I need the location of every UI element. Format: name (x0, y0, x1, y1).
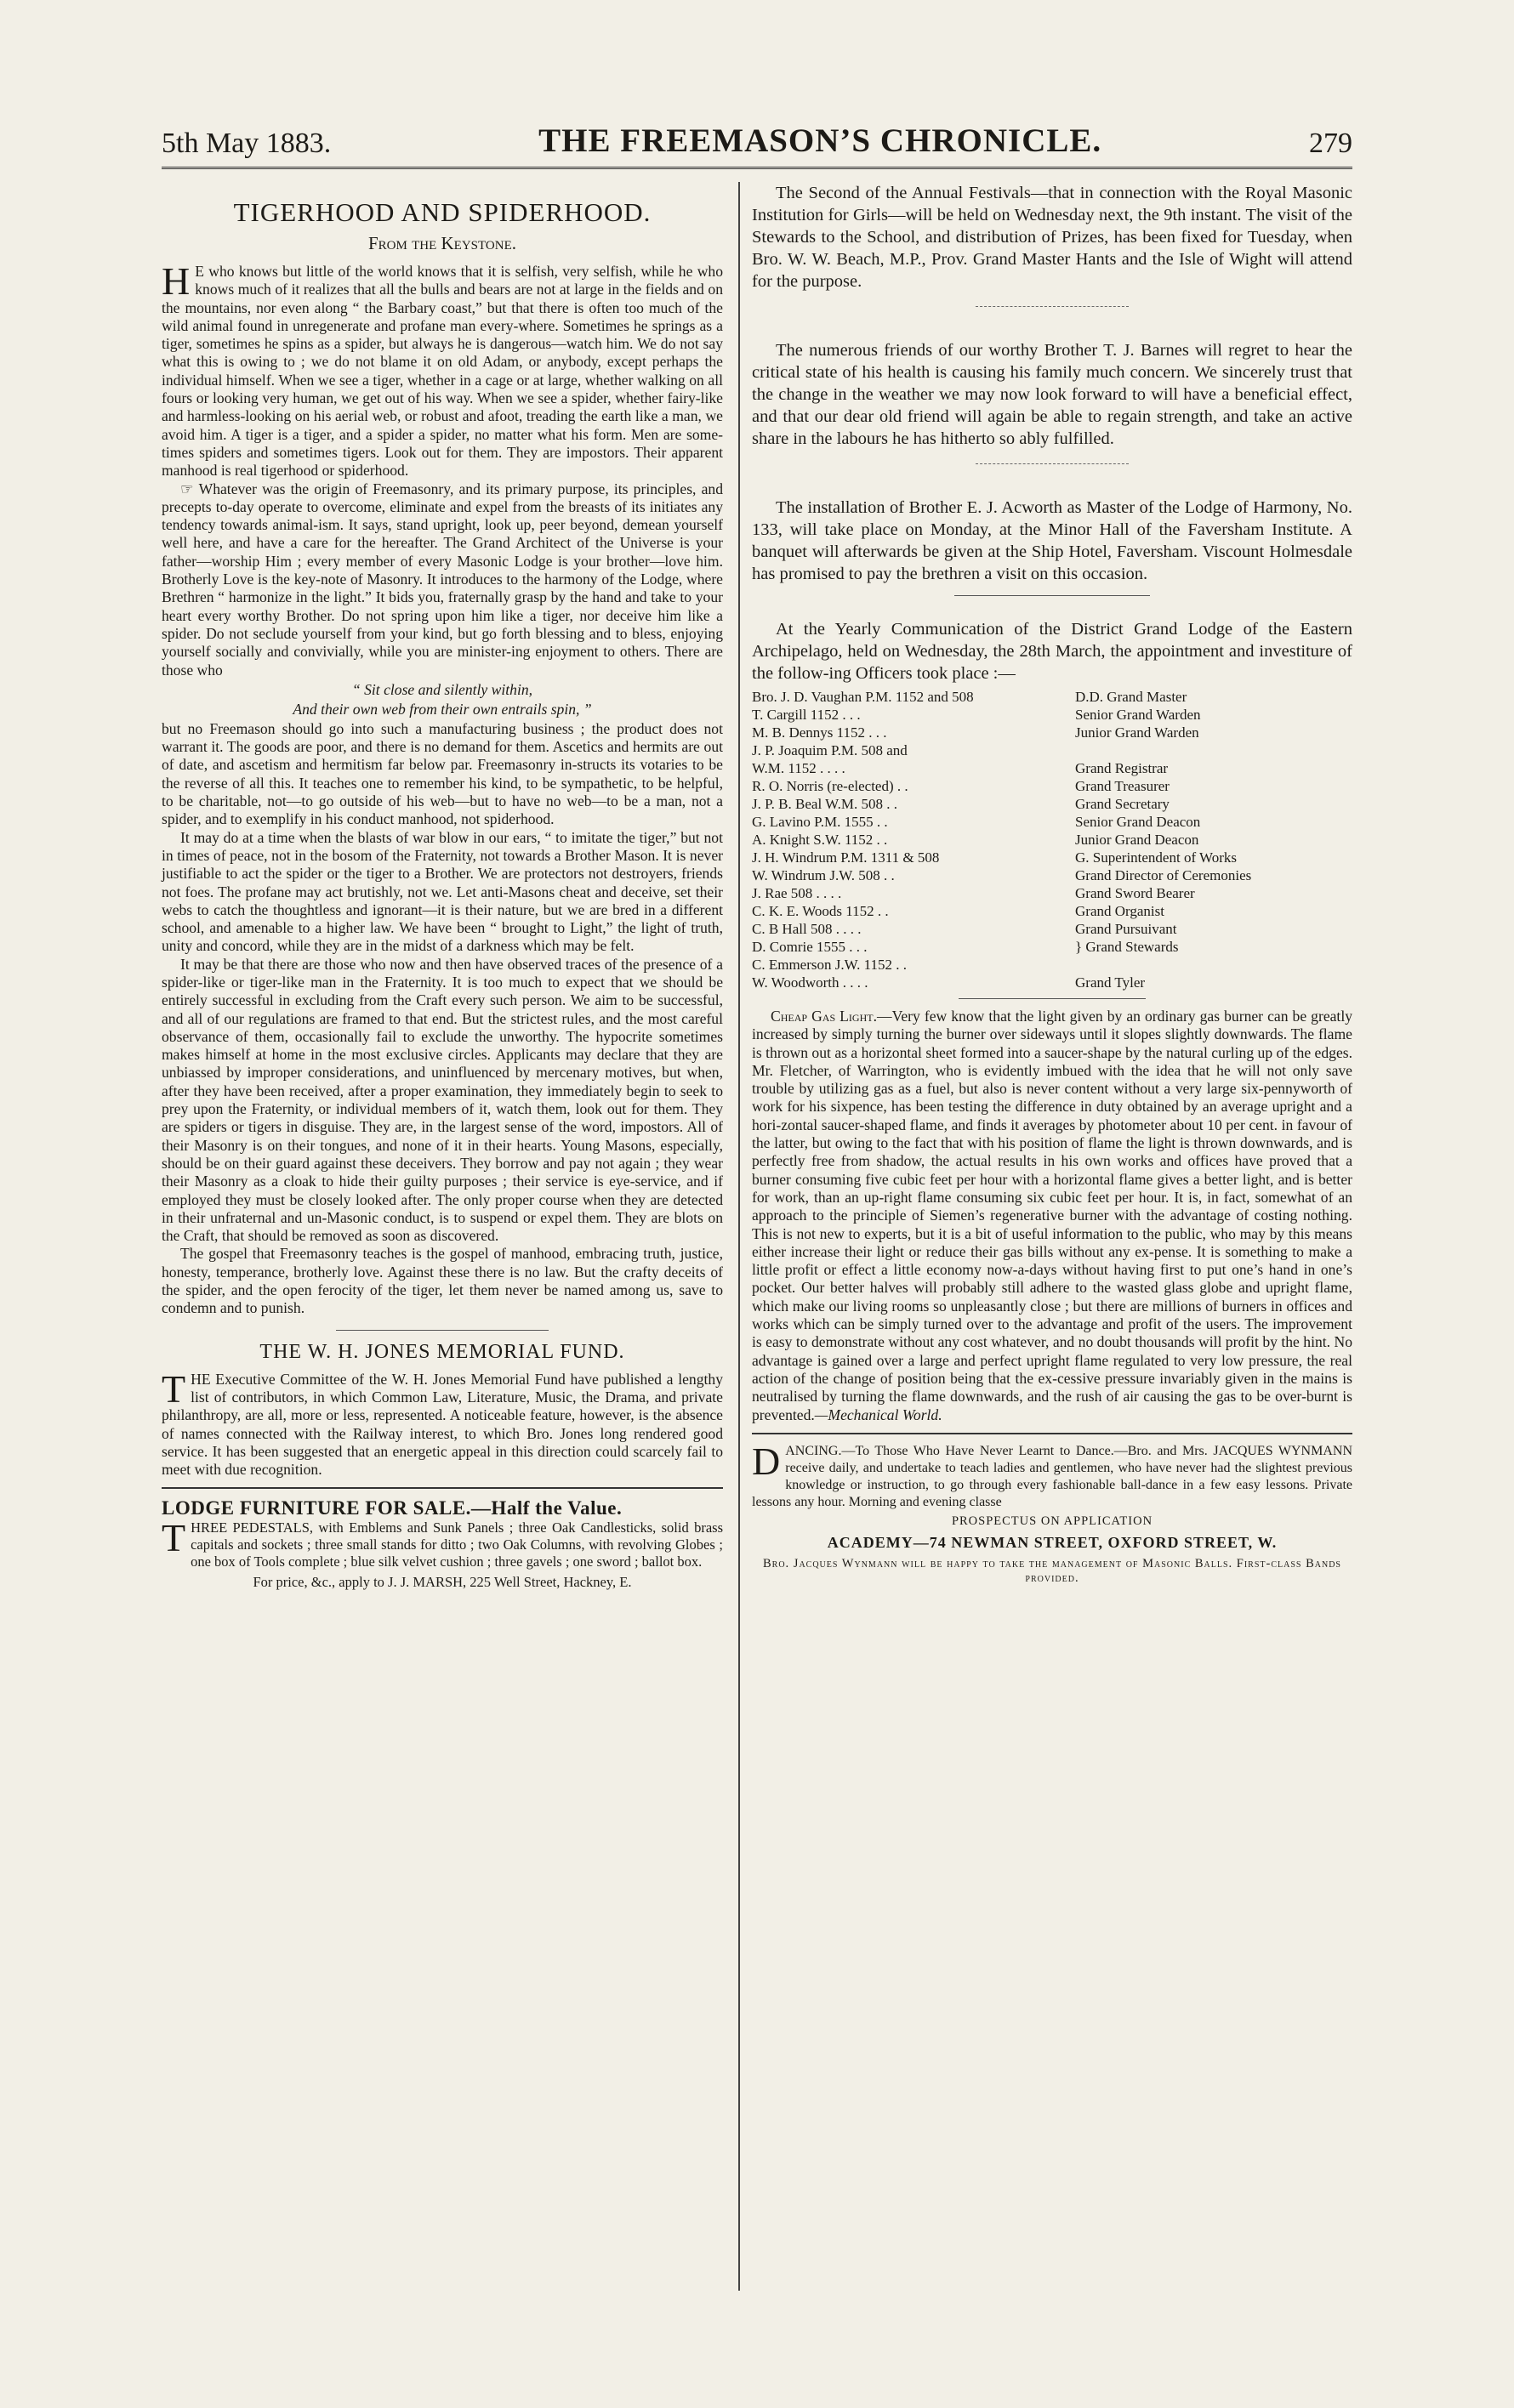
officer-name: M. B. Dennys 1152 . . . (752, 724, 887, 741)
article-title-tigerhood: TIGERHOOD AND SPIDERHOOD. (233, 197, 652, 227)
officer-row (752, 795, 1352, 813)
officer-rank: G. Superintendent of Works (1075, 849, 1238, 866)
officer-rank: D.D. Grand Master (1075, 689, 1187, 705)
officer-rank: Junior Grand Warden (1075, 724, 1199, 741)
officer-name: Bro. J. D. Vaughan P.M. 1152 and 508 (752, 689, 974, 705)
paragraph: Cheap Gas Light.—Very few know that the light given by an ordinary gas burner can be greatly increased by simply turning the burner over sideways until it slopes slightly downwards. The flame is thrown out as a horizontal sheet formed into a saucer-shape by the natural curling up of the edges. Mr. Fletcher, of Warrington, who is evidently imbued with the idea that he will not only save trouble by utilizing gas as a fuel, but also is never content without a very large six-pennyworth of work for his sixpence, has been testing the difference in duty obtained by an average upright and a hori-zontal saucer-shaped flame, and finds it averages by photometer about 10 per cent. in favour of the latter, but owing to the fact that with his position of flame the light is thrown downwards, and is perfectly free from shadow, the actual results in his own works and offices have proved that a burner consuming five cubic feet per hour with a horizontal flame gives a better light, and is better for work, than an up-right flame consuming six cubic feet per hour. It is, in fact, somewhat of an approach to the principle of Siemen’s regenerative burner with the advantage of costing nothing. This is not new to experts, but it is a bit of useful information to the public, who may by this means either increase their light or reduce their gas bills without any ex-pense. It is something to make a little profit or effect a little economy now-a-days without having first to put one’s hand in one’s pocket. Our better halves will probably still adhere to the wasted glass globe and upright flame, which make our living rooms so unpleasantly close ; but there are millions of burners in offices and works which can be simply turned over to the advantage and profit of the users. The improvement is easy to demonstrate without any cost whatever, and no doubt thousands will profit by the hint. No advantage is gained over a large and perfect upright flame regulated to very low pressure, the real action of the change of position being that the ex-cessive pressure invariably given in the mains is neutralised by turning the flame downwards, and the rush of air causing the gas to be over-burnt is prevented.—Mechanical World. (752, 1008, 1353, 1423)
officer-row (752, 831, 1352, 849)
note-acworth: The installation of Brother E. J. Acworth as Master of the Lodge of Harmony, No. 133, will take place on Monday, at the Minor Hall of the Faversham Institute. A banquet will afterwards be given at the Ship Hotel, Faversham. Viscount Holmesdale has promised to pay the brethren a visit on this occasion. (752, 498, 1352, 583)
drop-cap: H (162, 259, 191, 303)
advert-contact: For price, &c., apply to J. J. MARSH, 225 Well Street, Hackney, E. (253, 1574, 632, 1591)
paragraph: The gospel that Freemasonry teaches is the gospel of manhood, embracing truth, justice, honesty, temperance, brotherly love. Against these there is no law. But the crafty deceits of the spider, and the open ferocity of the tiger, let them never be named among us, save to condemn and to punish. (162, 1245, 723, 1317)
advert-footer: Bro. Jacques Wynmann will be happy to take the management of Masonic Balls. First-class Bands provided. (762, 1556, 1341, 1585)
advert-academy: ACADEMY—74 NEWMAN STREET, OXFORD STREET, W. (827, 1533, 1278, 1551)
officer-rank: Grand Director of Ceremonies (1075, 867, 1252, 883)
officer-rank: Grand Pursuivant (1075, 921, 1177, 937)
article-body-tigerhood (162, 259, 723, 1318)
officer-rank: Grand Tyler (1075, 974, 1146, 991)
officer-row (752, 938, 1352, 956)
left-column (162, 182, 723, 1591)
advert-body: DANCING.—To Those Who Have Never Learnt to Dance.—Bro. and Mrs. JACQUES WYNMANN receive daily, and undertake to teach ladies and gentlemen, who have never had the slightest previous knowledge or instruction, to go through every fashionable ball-dance in a few easy lessons. Private lessons any hour. Morning and evening classe (752, 1439, 1352, 1509)
article-title-jones-fund: THE W. H. JONES MEMORIAL FUND. (259, 1340, 625, 1363)
officer-rank: Grand Registrar (1075, 760, 1169, 776)
officer-row (752, 920, 1352, 938)
officer-row (752, 884, 1352, 902)
officer-row (752, 741, 1352, 759)
drop-cap: T (162, 1366, 186, 1411)
advert-body: THREE PEDESTALS, with Emblems and Sunk Panels ; three Oak Candlesticks, solid brass capitals and sockets ; three small stands for ditto ; two Oak Columns, with revolving Globes ; one box of Tools complete ; blue silk velvet cushion ; three gavels ; one sword ; ballot box. (162, 1516, 723, 1570)
note-district-grand-lodge: At the Yearly Communication of the District Grand Lodge of the Eastern Archipelago, held on Wednesday, the 28th March, the appointment and investiture of the follow-ing Officers took place :— (752, 620, 1352, 683)
officer-rank: Junior Grand Deacon (1075, 832, 1199, 848)
masthead-rule (162, 167, 1352, 169)
column-divider (738, 182, 740, 2291)
lead-in: Cheap Gas Light. (771, 1008, 877, 1025)
officer-row (752, 777, 1352, 795)
paragraph: H E who knows but little of the world knows that it is selfish, very selfish, while he who knows much of it realizes that all the bulls and bears are not at large in the fields and on the mountains, nor even along “ the Barbary coast,” but that there is often too much of the wild animal found in unregenerate and profane man every-where. Sometimes he springs as a tiger, sometimes he spins as a spider, but always he is dangerous—watch him. We do not say what this is owing to ; we do not blame it on old Adam, or anybody, except perhaps the individual himself. When we see a tiger, whether in a cage or at large, whether walking on all fours or looking very human, we get out of his way. When we see a spider, whether fairy-like and harmless-looking on his aerial web, or robust and afoot, treading the earth like a man, we avoid him. A tiger is a tiger, and a spider a spider, no matter what his form. Men are some-times spiders and sometimes tigers. Look out for them. They are impostors. Their apparent manhood is real tigerhood or spiderhood. (162, 259, 723, 480)
officer-rank: Grand Secretary (1075, 796, 1170, 812)
officer-rank: Grand Organist (1075, 903, 1164, 919)
verse-line: “ Sit close and silently within, (351, 680, 533, 698)
note-barnes: The numerous friends of our worthy Brother T. J. Barnes will regret to hear the critical state of his health is causing his family much concern. We sincerely trust that the change in the weather we may now look forward to will have a beneficial effect, and that our dear old friend will again be able to regain strength, and take an active share in the labours he has hitherto so ably fulfilled. (752, 341, 1352, 448)
officer-row (752, 866, 1352, 884)
issue-date: 5th May 1883. (162, 128, 332, 159)
officer-row (752, 759, 1352, 777)
officer-rank: Senior Grand Warden (1075, 707, 1201, 723)
officers-list (752, 688, 1352, 991)
article-cheap-gas-light (752, 1008, 1352, 1424)
paragraph: It may do at a time when the blasts of war blow in our ears, “ to imitate the tiger,” but not in times of peace, not in the bosom of the Fraternity, not towards a Brother Mason. It is never justifiable to act the spider or the tiger to a Brother. We are protectors not destroyers, friends not foes. The profane may act brutishly, not we. Let anti-Masons cheat and deceive, set their webs to catch the thoughtless and ignorant—it is their nature, but we are bred in a different school, and amenable to a higher law. We have been “ brought to Light,” the light of truth, unity and concord, while they are in the midst of a darkness which may be felt. (162, 828, 723, 955)
officer-row (752, 688, 1352, 706)
paragraph: THE Executive Committee of the W. H. Jones Memorial Fund have published a lengthy list of contributors, in which Common Law, Literature, Music, the Drama, and private philanthropy, are all, more or less, represented. A noticeable feature, however, is the absence of names connected with the Railway interest, to which Bro. Jones long rendered good service. It has been suggested that an energetic appeal in this direction could scarcely fail to meet with due recognition. (162, 1366, 723, 1479)
officer-name: W. Woodworth . . . . (752, 974, 868, 991)
officer-rank: } Grand Stewards (1075, 939, 1179, 955)
officer-name: G. Lavino P.M. 1555 . . (752, 814, 888, 830)
note-separator (954, 595, 1150, 596)
drop-cap: D (752, 1439, 781, 1483)
officer-rank (1075, 956, 1352, 974)
newspaper-title: THE FREEMASON’S CHRONICLE. (538, 122, 1102, 159)
officer-row (752, 724, 1352, 741)
note-separator (976, 463, 1129, 464)
advert-prospectus: PROSPECTUS ON APPLICATION (951, 1514, 1153, 1528)
officer-name: C. Emmerson J.W. 1152 . . (752, 957, 907, 973)
officer-row (752, 956, 1352, 974)
drop-cap: T (162, 1516, 186, 1560)
masthead (162, 109, 1352, 160)
paragraph: but no Freemason should go into such a manufacturing business ; the product does not warrant it. The goods are poor, and there is no demand for them. Ascetics and hermits are out of date, and ascetism and hermitism far below par. Freemasonry in-structs its votaries to be the reverse of all this. It teaches one to remember his kind, to be sympathetic, to be helpful, to be charitable, not—to go outside of his web—but to have no web—to be a man, not a spider, and to exemplify in his conduct manhood, not spiderhood. (162, 719, 723, 828)
officer-rank (1075, 741, 1352, 759)
paragraph: It may be that there are those who now and then have observed traces of the presence of a spider-like or tiger-like man in the Fraternity. It is too much to expect that we should be entirely successful in excluding from the Craft every such person. We aim to be successful, and all of our regulations are framed to that end. But the strictest rules, and the most careful observance of them, occasionally fail to exclude the unworthy. The hypocrite sometimes makes himself at home in the most exclusive circles. Applicants may declare that they are unbiassed by improper considerations, and uninfluenced by mercenary motives, but when, after they have been received, after a proper examination, they immediately begin to seek to prey upon the Fraternity, or individual members of it, watch them, look out for them. They are spiders or tigers in disguise. They are, in the largest sense of the word, impostors. All of their Masonry is on their tongues, and none of it in their hearts. Young Masons, especially, should be on their guard against these deceivers. They borrow and pay not again ; they wear their Masonry as a cloak to hide their guilty purposes ; their service is eye-service, and if employed they must be closely looked after. The only proper course when they are detected in their unfraternal and un-Masonic conduct, is to suspend or expel them. They are blots on the Craft, that should be removed as soon as discovered. (162, 955, 723, 1245)
officer-row (752, 902, 1352, 920)
officer-name: R. O. Norris (re-elected) . . (752, 778, 908, 794)
note-separator (976, 306, 1129, 307)
officer-name: J. Rae 508 . . . . (752, 885, 842, 901)
officer-row (752, 974, 1352, 991)
officer-row (752, 849, 1352, 866)
article-body-jones-fund (162, 1366, 723, 1479)
article-source: From the Keystone. (368, 233, 516, 253)
officer-name: C. K. E. Woods 1152 . . (752, 903, 889, 919)
note-festival: The Second of the Annual Festivals—that in connection with the Royal Masonic Institution for Girls—will be held on Wednesday next, the 9th instant. The visit of the Stewards to the School, and distribution of Prizes, has been fixed for Tuesday, when Bro. W. W. Beach, M.P., Prov. Grand Master Hants and the Isle of Wight will attend for the purpose. (752, 184, 1352, 291)
right-column (752, 182, 1352, 1589)
page-number: 279 (1309, 128, 1352, 159)
officer-rank: Senior Grand Deacon (1075, 814, 1201, 830)
officer-row (752, 813, 1352, 831)
advert-dancing (752, 1433, 1352, 1586)
advert-lodge-furniture (162, 1487, 723, 1591)
officer-rank: Grand Sword Bearer (1075, 885, 1195, 901)
officer-name: T. Cargill 1152 . . . (752, 707, 861, 723)
officer-name: C. B Hall 508 . . . . (752, 921, 862, 937)
officer-name: D. Comrie 1555 . . . (752, 939, 868, 955)
verse-line: And their own web from their own entrails spin, ” (293, 700, 592, 718)
officer-rank: Grand Treasurer (1075, 778, 1170, 794)
officer-name: W.M. 1152 . . . . (752, 760, 845, 776)
officer-row (752, 706, 1352, 724)
section-rule (336, 1330, 549, 1331)
officer-name: A. Knight S.W. 1152 . . (752, 832, 888, 848)
note-separator (959, 998, 1146, 999)
officer-name: J. P. Joaquim P.M. 508 and (752, 742, 908, 758)
paragraph: ☞ Whatever was the origin of Freemasonry, and its primary purpose, its principles, and precepts to-day operate to overcome, eliminate and expel from the breasts of its initiates any tendency towards animal-ism. It says, stand upright, look up, peer beyond, demean yourself well here, and have a care for the hereafter. The Grand Architect of the Universe is your father—worship Him ; every member of every Masonic Lodge is your brother—love him. Brotherly Love is the key-note of Masonry. It introduces to the harmony of the Lodge, where Brethren “ harmonize in the light.” It bids you, fraternally grasp by the hand and take to your heart every worthy Brother. Do not spring upon him like a tiger, nor deceive him like a spider. Do not seclude yourself from your kind, but go forth blessing and to bless, enjoying yourself socially and convivially, while you are minister-ing enjoyment to others. There are those who (162, 480, 723, 679)
officer-name: W. Windrum J.W. 508 . . (752, 867, 895, 883)
advert-title: LODGE FURNITURE FOR SALE.—Half the Value. (162, 1497, 623, 1519)
officer-name: J. H. Windrum P.M. 1311 & 508 (752, 849, 940, 866)
officer-name: J. P. B. Beal W.M. 508 . . (752, 796, 897, 812)
